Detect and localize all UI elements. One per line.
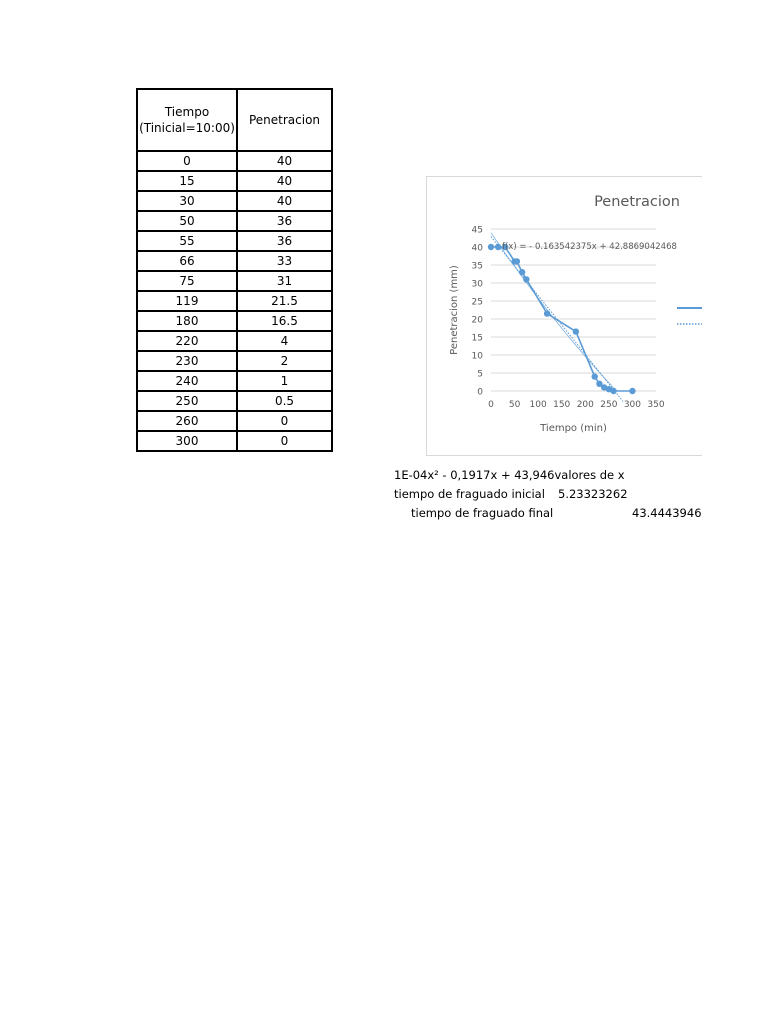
cell-tiempo: 55 xyxy=(137,231,237,251)
data-table xyxy=(136,88,333,452)
trendline-equation: f(x) = - 0.163542375x + 42.8869042468 xyxy=(502,242,677,252)
header-penetracion: Penetracion xyxy=(237,89,332,151)
cell-penetracion: 21.5 xyxy=(237,291,332,311)
data-point xyxy=(610,388,616,394)
cell-penetracion: 40 xyxy=(237,151,332,171)
table-row xyxy=(137,431,332,451)
equation-note: 1E-04x² - 0,1917x + 43,946valores de x xyxy=(394,468,625,482)
cell-tiempo: 66 xyxy=(137,251,237,271)
header-tiempo xyxy=(137,89,237,151)
data-point xyxy=(523,276,529,282)
header-tiempo-line1: Tiempo xyxy=(164,105,210,119)
x-tick-label: 150 xyxy=(553,400,571,410)
y-tick-label: 40 xyxy=(471,243,483,254)
cell-penetracion: 40 xyxy=(237,191,332,211)
y-tick-label: 45 xyxy=(471,225,483,236)
cell-tiempo: 180 xyxy=(137,311,237,331)
cell-penetracion: 16.5 xyxy=(237,311,332,331)
table-body xyxy=(137,151,332,451)
data-point xyxy=(592,373,598,379)
x-axis-label: Tiempo (min) xyxy=(540,423,607,434)
cell-tiempo: 15 xyxy=(137,171,237,191)
cell-penetracion: 40 xyxy=(237,171,332,191)
cell-penetracion: 36 xyxy=(237,231,332,251)
data-point xyxy=(514,258,520,264)
table-row xyxy=(137,231,332,251)
table-row xyxy=(137,311,332,331)
data-point xyxy=(629,388,635,394)
y-tick-label: 5 xyxy=(477,369,483,380)
cell-tiempo: 230 xyxy=(137,351,237,371)
table-row xyxy=(137,351,332,371)
cell-penetracion: 0 xyxy=(237,431,332,451)
cell-penetracion: 0 xyxy=(237,411,332,431)
x-tick-label: 50 xyxy=(508,400,521,410)
table-row xyxy=(137,391,332,411)
cell-penetracion: 4 xyxy=(237,331,332,351)
x-tick-label: 0 xyxy=(488,400,494,410)
cell-tiempo: 30 xyxy=(137,191,237,211)
x-tick-label: 250 xyxy=(600,400,618,410)
data-point xyxy=(488,244,494,250)
chart-title: Penetracion xyxy=(594,194,680,210)
cell-penetracion: 33 xyxy=(237,251,332,271)
y-tick-label: 10 xyxy=(471,351,483,362)
table-row xyxy=(137,151,332,171)
data-point xyxy=(519,269,525,275)
cell-tiempo: 260 xyxy=(137,411,237,431)
table-row xyxy=(137,271,332,291)
cell-tiempo: 50 xyxy=(137,211,237,231)
y-tick-label: 0 xyxy=(477,387,483,398)
cell-tiempo: 0 xyxy=(137,151,237,171)
table-row xyxy=(137,171,332,191)
cell-penetracion: 2 xyxy=(237,351,332,371)
cell-tiempo: 119 xyxy=(137,291,237,311)
data-point xyxy=(573,328,579,334)
final-set-time-label: tiempo de fraguado final xyxy=(411,506,554,520)
table-row xyxy=(137,331,332,351)
data-point xyxy=(495,244,501,250)
final-set-time-value: 43.4443946 xyxy=(632,506,702,520)
y-tick-label: 20 xyxy=(471,315,483,326)
initial-set-time-value: 5.23323262 xyxy=(558,487,628,501)
cell-penetracion: 1 xyxy=(237,371,332,391)
y-tick-label: 25 xyxy=(471,297,483,308)
cell-penetracion: 31 xyxy=(237,271,332,291)
cell-tiempo: 240 xyxy=(137,371,237,391)
cell-tiempo: 220 xyxy=(137,331,237,351)
y-tick-label: 35 xyxy=(471,261,483,272)
data-point xyxy=(544,310,550,316)
cell-penetracion: 0.5 xyxy=(237,391,332,411)
y-tick-label: 30 xyxy=(471,279,483,290)
chart-svg xyxy=(427,177,702,455)
header-tiempo-line2: (Tinicial=10:00) xyxy=(139,121,235,135)
x-tick-label: 200 xyxy=(576,400,594,410)
cell-tiempo: 300 xyxy=(137,431,237,451)
cell-penetracion: 36 xyxy=(237,211,332,231)
table-row xyxy=(137,211,332,231)
initial-set-time-label: tiempo de fraguado inicial xyxy=(394,487,545,501)
y-axis-label: Penetracion (mm) xyxy=(449,265,460,355)
table-row xyxy=(137,371,332,391)
table-row xyxy=(137,291,332,311)
y-tick-label: 15 xyxy=(471,333,483,344)
polynomial-trendline xyxy=(491,233,614,388)
table-header-row xyxy=(137,89,332,151)
table-row xyxy=(137,191,332,211)
table-row xyxy=(137,251,332,271)
table-row xyxy=(137,411,332,431)
x-tick-label: 300 xyxy=(623,400,642,410)
cell-tiempo: 250 xyxy=(137,391,237,411)
chart-area xyxy=(426,176,702,456)
cell-tiempo: 75 xyxy=(137,271,237,291)
x-tick-label: 100 xyxy=(529,400,547,410)
x-tick-label: 350 xyxy=(647,400,665,410)
